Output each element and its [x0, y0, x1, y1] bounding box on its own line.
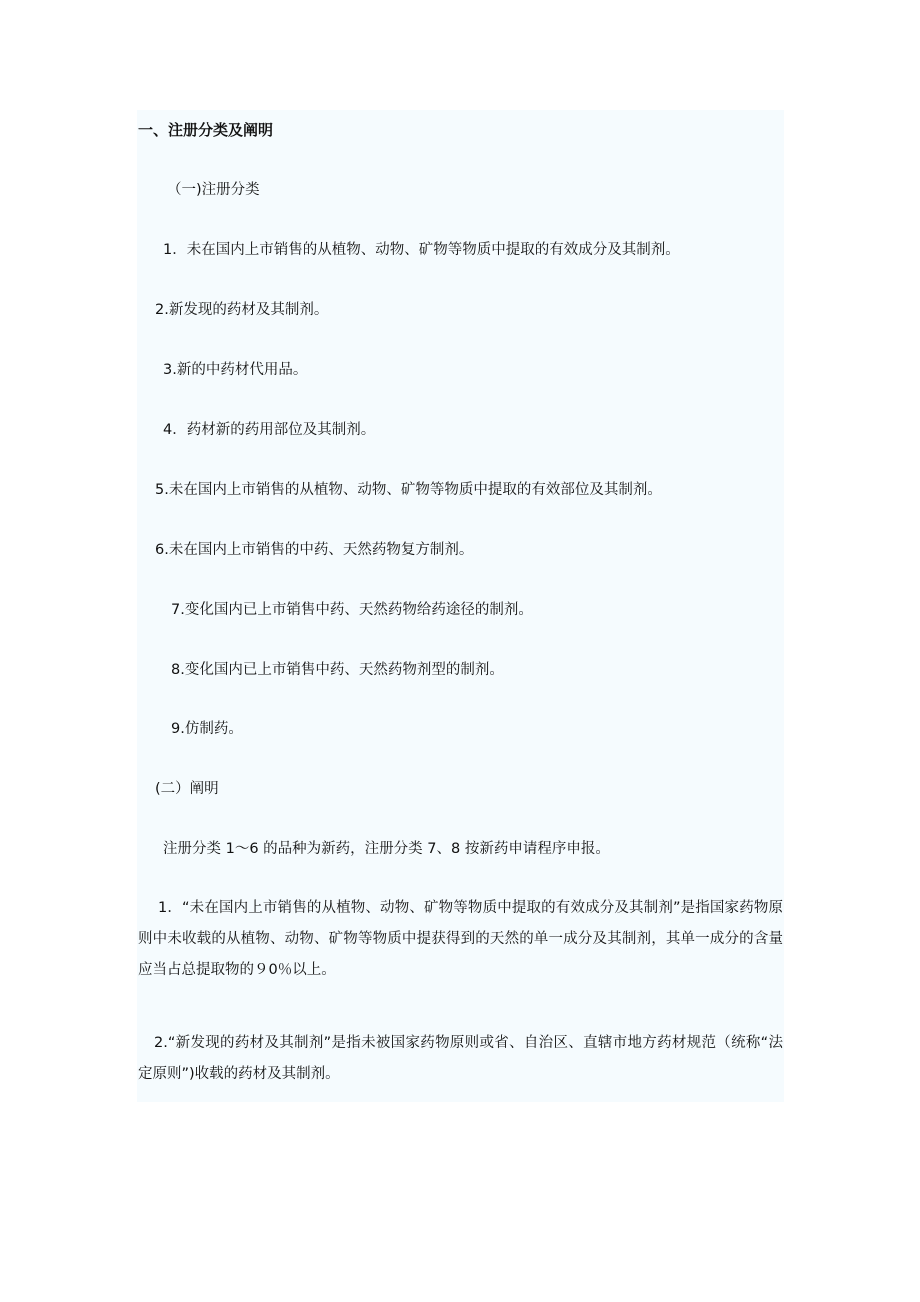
list-item: 8.变化国内已上市销售中药、天然药物剂型的制剂。 [171, 662, 504, 678]
list-item: 5.未在国内上市销售的从植物、动物、矿物等物质中提取的有效部位及其制剂。 [155, 482, 662, 498]
section-title: 一、注册分类及阐明 [138, 121, 274, 139]
list-item: 4．药材新的药用部位及其制剂。 [163, 422, 376, 438]
explanation-paragraph: 2.“新发现的药材及其制剂”是指未被国家药物原则或省、自治区、直辖市地方药材规范（统称“法定原则”)收载的药材及其制剂。 [138, 1035, 783, 1082]
list-item: 2.新发现的药材及其制剂。 [155, 302, 329, 318]
explanation-paragraph: 1．“未在国内上市销售的从植物、动物、矿物等物质中提取的有效成分及其制剂”是指国家药物原则中未收载的从植物、动物、矿物等物质中提获得到的天然的单一成分及其制剂，其单一成分的含量应当占总提取物的９0％以上。 [138, 900, 783, 978]
list-item: 9.仿制药。 [171, 721, 243, 737]
list-item: 3.新的中药材代用品。 [163, 362, 308, 378]
subsection-title-classification: （一)注册分类 [167, 182, 260, 198]
list-item: 7.变化国内已上市销售中药、天然药物给药途径的制剂。 [171, 602, 533, 618]
note-intro: 注册分类 1～6 的品种为新药，注册分类 7、8 按新药申请程序申报。 [163, 841, 610, 857]
subsection-title-explanation: (二）阐明 [155, 781, 219, 797]
list-item: 6.未在国内上市销售的中药、天然药物复方制剂。 [155, 542, 474, 558]
list-item: 1．未在国内上市销售的从植物、动物、矿物等物质中提取的有效成分及其制剂。 [163, 242, 680, 258]
